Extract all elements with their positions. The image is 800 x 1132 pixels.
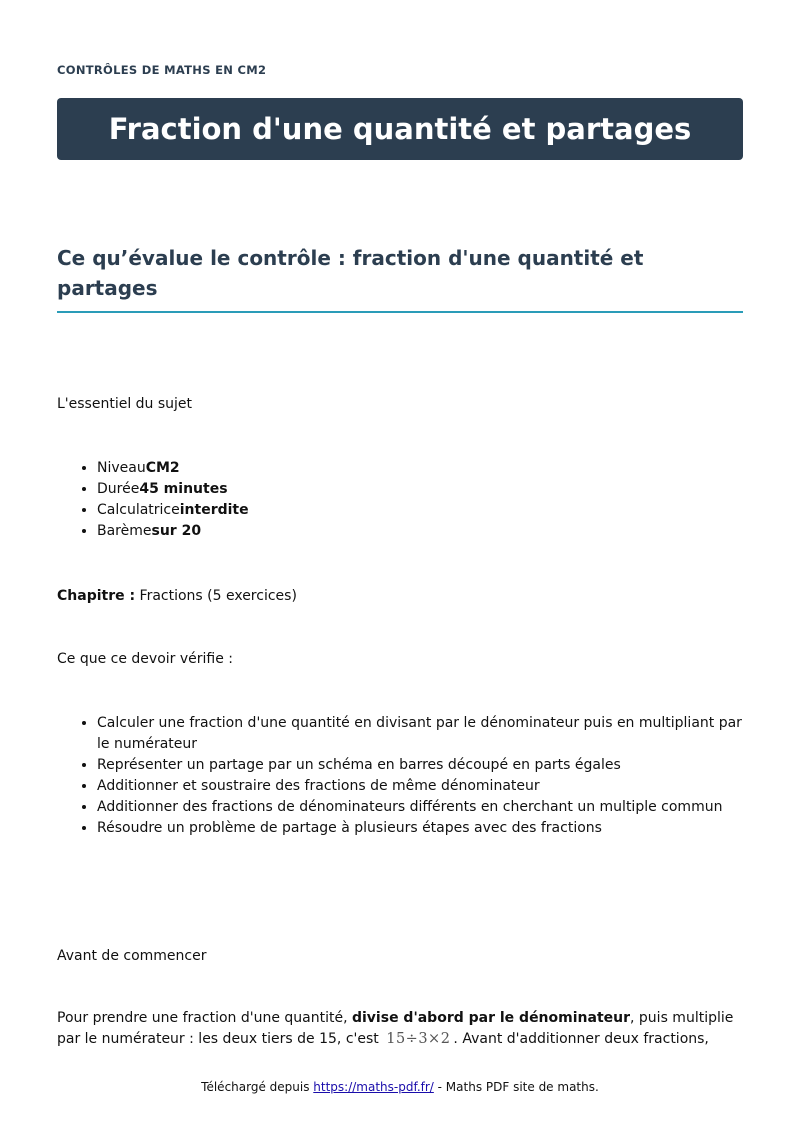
list-item: • Additionner et soustraire des fractions de même dénominateur	[97, 776, 743, 797]
list-item: • Résoudre un problème de partage à plusieurs étapes avec des fractions	[97, 818, 743, 839]
footer	[0, 1080, 800, 1094]
list-item	[97, 521, 743, 542]
chapter-value: Fractions (5 exercices)	[135, 588, 297, 604]
before-heading: Avant de commencer	[57, 948, 207, 964]
footer-prefix: Téléchargé depuis	[201, 1080, 314, 1094]
checks-list	[57, 713, 743, 839]
math-expression: 15÷3×2	[386, 1031, 451, 1047]
list-item	[97, 479, 743, 500]
footer-link[interactable]: https://maths-pdf.fr/	[313, 1080, 434, 1094]
footer-suffix: - Maths PDF site de maths.	[433, 1080, 599, 1094]
page-eyebrow: CONTRÔLES DE MATHS EN CM2	[57, 63, 267, 77]
page-title: Fraction d'une quantité et partages	[108, 112, 692, 146]
before-text-2: , puis multiplie par le numérateur : les deux tiers de 15, c'est	[57, 1010, 734, 1047]
title-banner	[57, 98, 743, 160]
essentials-heading: L'essentiel du sujet	[57, 396, 193, 412]
list-item: • Calculer une fraction d'une quantité en divisant par le dénominateur puis en multipliant par le numérateur	[97, 713, 743, 755]
item-value: 45 minutes	[139, 481, 228, 497]
list-item: • Additionner des fractions de dénominateurs différents en cherchant un multiple commun	[97, 797, 743, 818]
item-value: sur 20	[151, 523, 202, 539]
section-title: Ce qu’évalue le contrôle : fraction d'une quantité et partages	[57, 243, 743, 313]
before-paragraph	[57, 1008, 743, 1050]
essentials-list	[57, 458, 743, 542]
item-label: Calculatrice	[97, 502, 180, 518]
item-value: interdite	[179, 502, 249, 518]
before-text-1: Pour prendre une fraction d'une quantité,	[57, 1010, 352, 1026]
checks-heading: Ce que ce devoir vérifie :	[57, 651, 234, 667]
list-item	[97, 458, 743, 479]
item-value: CM2	[145, 460, 180, 476]
list-item	[97, 500, 743, 521]
item-label: Niveau	[97, 460, 146, 476]
list-item: • Représenter un partage par un schéma en barres découpé en parts égales	[97, 755, 743, 776]
item-label: Durée	[97, 481, 140, 497]
before-text-3: . Avant d'additionner deux fractions,	[453, 1031, 709, 1047]
before-bold: divise d'abord par le dénominateur	[351, 1010, 631, 1026]
item-label: Barème	[97, 523, 152, 539]
chapter-label: Chapitre :	[57, 588, 136, 604]
chapter-line	[57, 586, 297, 607]
